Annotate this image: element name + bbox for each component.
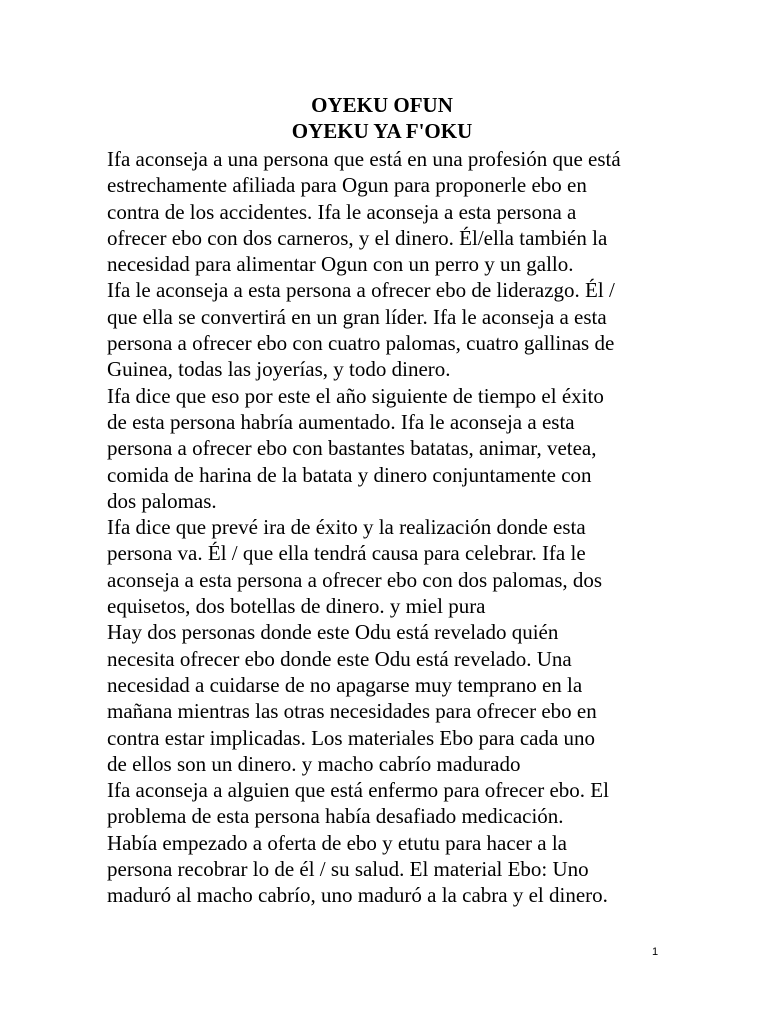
text-line: necesidad a cuidarse de no apagarse muy temprano en la (107, 672, 583, 697)
text-line: maduró al macho cabrío, uno maduró a la cabra y el dinero. (107, 883, 608, 908)
text-line: Ifa dice que prevé ira de éxito y la realización donde esta (107, 515, 586, 540)
text-line: problema de esta persona había desafiado medicación. (107, 804, 564, 829)
document-subtitle: OYEKU YA F'OKU (291, 119, 473, 143)
text-line: de ellos son un dinero. y macho cabrío madurado (107, 751, 521, 776)
text-line: equisetos, dos botellas de dinero. y miel pura (107, 594, 486, 619)
text-line: aconseja a esta persona a ofrecer ebo con dos palomas, dos (107, 567, 603, 592)
text-line: Ifa aconseja a alguien que está enfermo para ofrecer ebo. El (107, 778, 609, 803)
text-line: persona recobrar lo de él / su salud. El material Ebo: Uno (107, 857, 589, 882)
text-line: comida de harina de la batata y dinero conjuntamente con (107, 462, 592, 487)
text-line: persona va. Él / que ella tendrá causa para celebrar. Ifa le (107, 541, 586, 566)
document-title: OYEKU OFUN (311, 93, 453, 117)
text-line: Ifa aconseja a una persona que está en una profesión que está (107, 147, 621, 171)
text-line: contra estar implicadas. Los materiales Ebo para cada uno (107, 725, 596, 750)
text-line: estrechamente afiliada para Ogun para proponerle ebo en (107, 173, 587, 198)
text-line: necesita ofrecer ebo donde este Odu está revelado. Una (107, 646, 572, 671)
text-line: mañana mientras las otras necesidades para ofrecer ebo en (107, 699, 597, 724)
text-line: dos palomas. (107, 488, 217, 513)
text-line: contra de los accidentes. Ifa le aconseja a esta persona a (107, 199, 577, 224)
text-line: persona a ofrecer ebo con bastantes batatas, animar, vetea, (107, 436, 597, 461)
page-number: 1 (652, 946, 659, 958)
document-body (107, 146, 687, 909)
text-line: Hay dos personas donde este Odu está revelado quién (107, 620, 559, 645)
text-line: Había empezado a oferta de ebo y etutu para hacer a la (107, 830, 567, 855)
text-line: Ifa le aconseja a esta persona a ofrecer ebo de liderazgo. Él / (107, 278, 615, 303)
text-line: que ella se convertirá en un gran líder. Ifa le aconseja a esta (107, 304, 607, 329)
text-line: persona a ofrecer ebo con cuatro palomas, cuatro gallinas de (107, 331, 615, 356)
text-line: necesidad para alimentar Ogun con un perro y un gallo. (107, 252, 574, 277)
text-line: Ifa dice que eso por este el año siguiente de tiempo el éxito (107, 383, 604, 408)
text-line: Guinea, todas las joyerías, y todo dinero. (107, 357, 451, 382)
text-line: ofrecer ebo con dos carneros, y el dinero. Él/ella también la (107, 225, 608, 250)
text-line: de esta persona habría aumentado. Ifa le aconseja a esta (107, 409, 575, 434)
